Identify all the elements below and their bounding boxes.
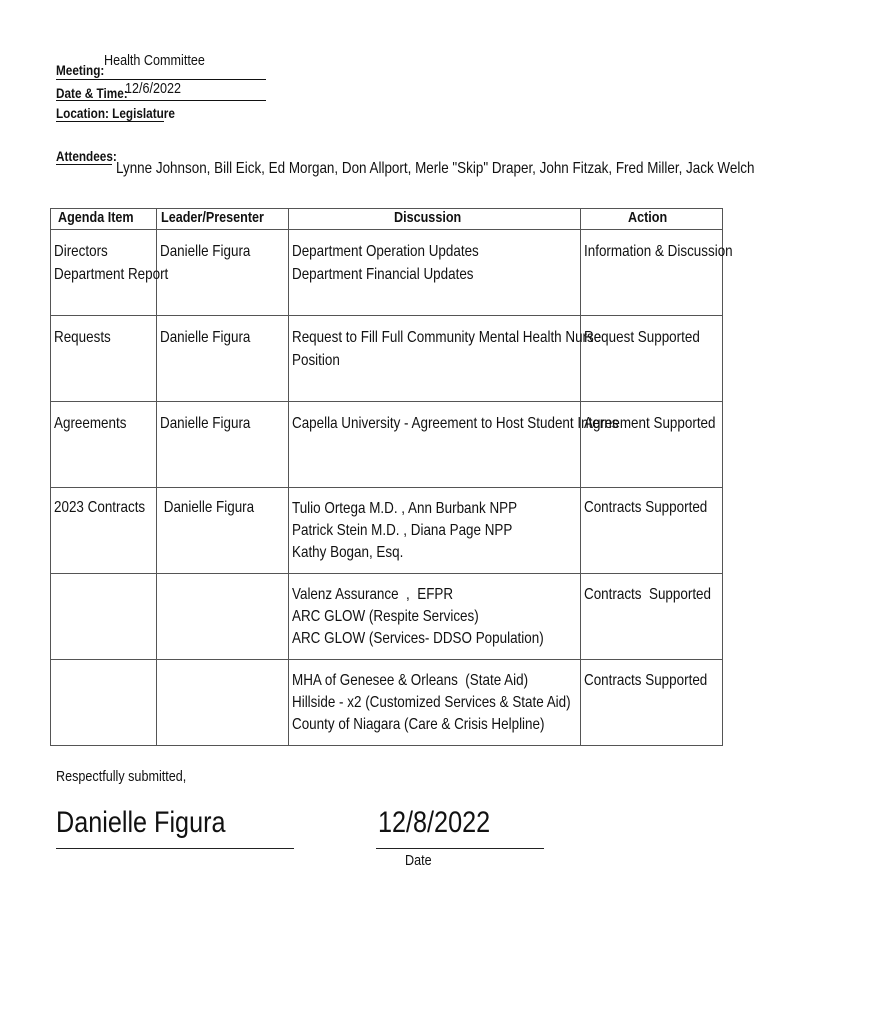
leader-cell	[157, 574, 289, 660]
action-cell: Request Supported	[581, 316, 723, 402]
discussion-cell: Request to Fill Full Community Mental Health Nurse Position	[289, 316, 581, 402]
discussion-cell: Capella University - Agreement to Host Student Interns	[289, 402, 581, 488]
agenda-item-cell: Directors Department Report	[51, 230, 157, 316]
agenda-item-cell	[51, 660, 157, 746]
meeting-label: Meeting:	[56, 62, 105, 78]
signature-line	[56, 848, 294, 849]
closing-text: Respectfully submitted,	[56, 768, 187, 785]
header-leader-presenter: Leader/Presenter	[157, 209, 289, 230]
table-row	[51, 316, 723, 402]
action-cell: Contracts Supported	[581, 574, 723, 660]
action-cell: Contracts Supported	[581, 660, 723, 746]
agenda-item-cell: Requests	[51, 316, 157, 402]
location-underline	[56, 121, 164, 122]
table-row	[51, 488, 723, 574]
date-label: Date	[405, 852, 432, 869]
datetime-underline	[56, 100, 266, 101]
header-action: Action	[581, 209, 723, 230]
attendees-underline	[56, 164, 112, 165]
datetime-label: Date & Time:	[56, 85, 128, 101]
datetime-value: 12/6/2022	[125, 80, 182, 97]
leader-cell	[157, 660, 289, 746]
action-cell: Contracts Supported	[581, 488, 723, 574]
agenda-table	[50, 208, 733, 746]
discussion-cell: Valenz Assurance , EFPR ARC GLOW (Respite Services) ARC GLOW (Services- DDSO Population)	[289, 574, 581, 660]
agenda-item-cell: Agreements	[51, 402, 157, 488]
discussion-cell: Department Operation Updates Department Financial Updates	[289, 230, 581, 316]
table-row	[51, 402, 723, 488]
meeting-value: Health Committee	[104, 52, 205, 69]
table-row	[51, 574, 723, 660]
header-discussion: Discussion	[289, 209, 581, 230]
leader-cell: Danielle Figura	[157, 316, 289, 402]
action-cell: Information & Discussion	[581, 230, 723, 316]
attendees-value: Lynne Johnson, Bill Eick, Ed Morgan, Don Allport, Merle "Skip" Draper, John Fitzak, Fred Miller, Jack Welch	[116, 160, 755, 177]
location-label: Location: Legislature	[56, 105, 175, 121]
action-cell: Agreement Supported	[581, 402, 723, 488]
table-row	[51, 230, 723, 316]
leader-cell: Danielle Figura	[157, 230, 289, 316]
attendees-label: Attendees:	[56, 148, 117, 164]
discussion-cell: Tulio Ortega M.D. , Ann Burbank NPP Patrick Stein M.D. , Diana Page NPP Kathy Bogan, Esq.	[289, 488, 581, 574]
agenda-item-cell: 2023 Contracts	[51, 488, 157, 574]
discussion-cell: MHA of Genesee & Orleans (State Aid) Hillside - x2 (Customized Services & State Aid) County of Niagara (Care & Crisis Helpline)	[289, 660, 581, 746]
table-row	[51, 660, 723, 746]
leader-cell: Danielle Figura	[157, 402, 289, 488]
header-agenda-item: Agenda Item	[51, 209, 157, 230]
signature-date: 12/8/2022	[378, 806, 491, 839]
leader-cell: Danielle Figura	[157, 488, 289, 574]
date-line	[376, 848, 544, 849]
agenda-item-cell	[51, 574, 157, 660]
table-header-row	[51, 209, 723, 230]
signature-name: Danielle Figura	[56, 806, 226, 839]
